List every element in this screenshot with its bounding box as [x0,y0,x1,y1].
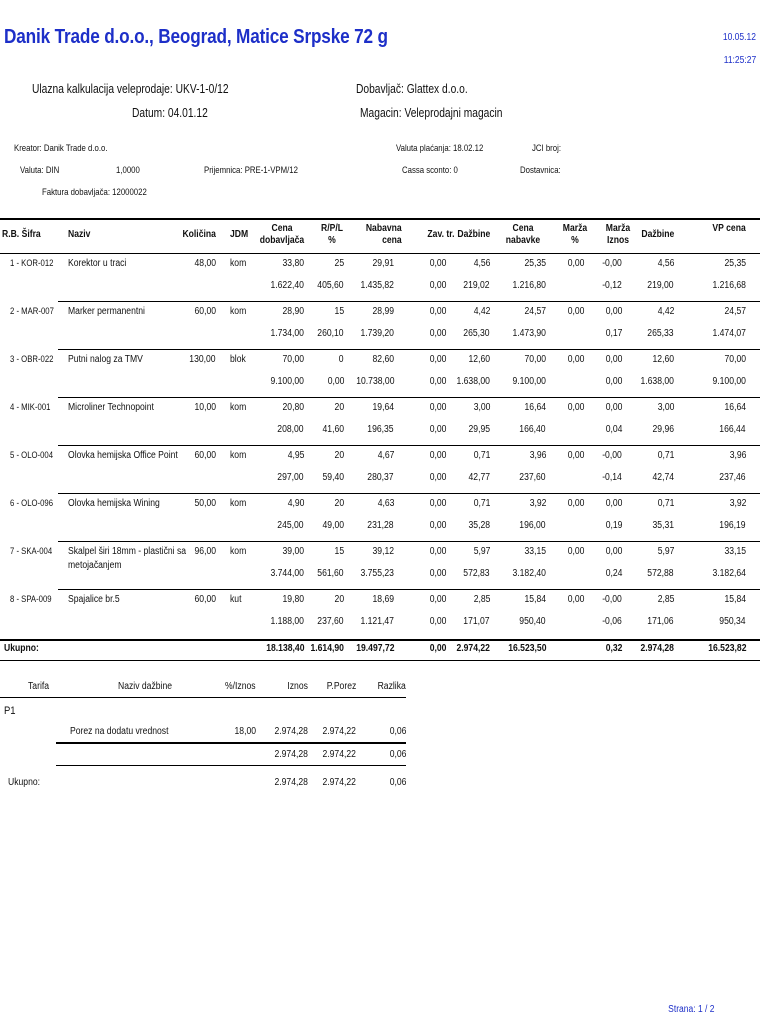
row-unit-value: 16,64 [524,402,546,413]
table-top-rule [0,218,760,220]
row-unit-value: 0,00 [605,498,622,509]
row-unit-value: 3,96 [529,450,546,461]
col-marza-iznos: Marža Iznos [605,223,631,246]
row-unit-value: 0,00 [429,546,446,557]
row-unit-value: 25,35 [724,258,746,269]
row-unit-value: 5,97 [473,546,490,557]
row-unit-value: 15,84 [524,594,546,605]
row-total-value: 0,04 [605,424,622,435]
row-total-value: 29,95 [468,424,490,435]
tax-group: P1 [4,705,16,717]
row-unit-value: 0,00 [429,402,446,413]
row-total-value: 950,34 [719,616,746,627]
row-unit-value: 25,35 [524,258,546,269]
row-unit-value: 4,42 [473,306,490,317]
tax-subtotal-bottom-rule [56,765,406,766]
row-unit-value: 24,57 [524,306,546,317]
row-total-value: 0,00 [429,280,446,291]
page-number: Strana: 1 / 2 [667,1004,714,1015]
row-total-value: 196,19 [719,520,746,531]
col-vp-cena: VP cena [712,223,746,234]
tax-row-razlika: 0,06 [389,726,406,737]
row-unit-value: 2,85 [473,594,490,605]
row-divider [58,301,760,302]
row-unit-value: 0,00 [605,402,622,413]
tax-subtotal-iznos: 2.974,28 [274,749,308,760]
row-name: Microliner Technopoint [68,402,154,413]
row-total-value: 280,37 [367,472,394,483]
row-unit-value: 4,56 [657,258,674,269]
row-total-value: 231,28 [367,520,394,531]
row-total-value: 1.435,82 [360,280,394,291]
row-unit-value: 0,00 [567,354,584,365]
row-total-value: 42,74 [652,472,674,483]
row-total-value: 0,19 [605,520,622,531]
row-unit-value: 0,71 [473,450,490,461]
tax-row-porez: 2.974,22 [322,726,356,737]
row-divider [58,493,760,494]
row-total-value: -0,14 [602,472,622,483]
row-name: Olovka hemijska Wining [68,498,160,509]
row-unit-value: 12,60 [652,354,674,365]
row-unit-value: 0,00 [567,594,584,605]
row-unit-value: 20,80 [282,402,304,413]
row-total-value: 245,00 [277,520,304,531]
row-unit-value: 4,95 [287,450,304,461]
print-time: 11:25:27 [723,55,756,66]
tax-subtotal-porez: 2.974,22 [322,749,356,760]
row-total-value: 1.474,07 [712,328,746,339]
row-total-value: 237,46 [719,472,746,483]
tax-col-razlika: Razlika [377,681,406,692]
row-unit-value: 5,97 [657,546,674,557]
row-total-value: 3.182,64 [712,568,746,579]
row-total-value: 1.739,20 [360,328,394,339]
row-unit-value: 0,00 [567,258,584,269]
row-unit: kom [230,306,247,317]
col-nabavna: Nabavna cena [366,223,402,246]
row-unit: kom [230,546,247,557]
row-total-value: 0,00 [429,376,446,387]
company-title: Danik Trade d.o.o., Beograd, Matice Srpske 72 g [4,26,388,48]
row-unit-value: 0,00 [429,354,446,365]
row-name: Skalpel širi 18mm - plastični sa [68,546,187,557]
row-name: Korektor u traci [68,258,127,269]
row-unit-value: 70,00 [724,354,746,365]
totals-label: Ukupno: [4,643,39,654]
tax-total-porez: 2.974,22 [322,777,356,788]
row-code: 6 - OLO-096 [10,498,54,508]
tax-col-pct: %/Iznos [225,681,256,692]
supplier: Dobavljač: Glattex d.o.o. [356,82,468,96]
row-unit-value: 70,00 [282,354,304,365]
total-value: 19.497,72 [355,643,394,654]
col-kolicina: Količina [182,229,216,240]
row-total-value: 237,60 [317,616,344,627]
row-unit-value: 0,00 [605,306,622,317]
row-total-value: 1.473,90 [512,328,546,339]
row-quantity: 130,00 [189,354,216,365]
row-total-value: 561,60 [317,568,344,579]
row-total-value: 260,10 [317,328,344,339]
row-unit-value: 0,00 [567,498,584,509]
row-unit-value: 12,60 [468,354,490,365]
payment-currency: Valuta plaćanja: 18.02.12 [396,143,484,154]
row-total-value: 0,00 [327,376,344,387]
tax-row-iznos: 2.974,28 [274,726,308,737]
row-total-value: 1.216,80 [512,280,546,291]
row-unit-value: 28,90 [282,306,304,317]
row-unit-value: 0,00 [567,450,584,461]
creator: Kreator: Danik Trade d.o.o. [14,143,108,154]
tax-row-pct: 18,00 [234,726,256,737]
row-unit-value: 4,63 [377,498,394,509]
row-total-value: 166,44 [719,424,746,435]
row-quantity: 60,00 [194,594,216,605]
currency: Valuta: DIN [20,165,60,176]
row-quantity: 60,00 [194,306,216,317]
row-unit: kut [230,594,242,605]
row-name-cont: metojačanjem [68,560,122,571]
row-code: 4 - MIK-001 [10,402,51,412]
row-divider [58,445,760,446]
row-total-value: 0,00 [429,424,446,435]
total-value: 18.138,40 [265,643,304,654]
row-unit-value: 0 [339,354,344,365]
exchange-rate: 1,0000 [116,165,140,176]
total-value: 16.523,50 [507,643,546,654]
row-total-value: 219,00 [647,280,674,291]
col-cena-nab: Cena nabavke [505,223,541,246]
row-total-value: 0,00 [429,568,446,579]
row-total-value: 49,00 [322,520,344,531]
row-total-value: 1.638,00 [456,376,490,387]
row-unit-value: 0,71 [473,498,490,509]
tax-total-label: Ukupno: [8,777,41,788]
col-cena-dob: Cena dobavljača [259,223,305,246]
row-total-value: 9.100,00 [512,376,546,387]
row-total-value: 3.744,00 [270,568,304,579]
col-naziv: Naziv [68,229,91,240]
total-value: 2.974,28 [640,643,674,654]
row-unit: blok [230,354,246,365]
row-total-value: 196,35 [367,424,394,435]
row-quantity: 10,00 [194,402,216,413]
totals-rule [0,639,760,641]
tax-subtotal-razlika: 0,06 [389,749,406,760]
row-total-value: 1.734,00 [270,328,304,339]
row-unit-value: -0,00 [602,258,622,269]
tax-col-tarifa: Tarifa [28,681,50,692]
row-quantity: 96,00 [194,546,216,557]
tax-subtotal-rule [56,742,406,744]
row-total-value: 219,02 [463,280,490,291]
print-date: 10.05.12 [722,32,756,43]
row-unit-value: 20 [334,498,344,509]
row-total-value: 0,00 [429,472,446,483]
row-unit-value: 20 [334,402,344,413]
row-total-value: 572,88 [647,568,674,579]
row-total-value: 171,07 [463,616,490,627]
row-total-value: 3.182,40 [512,568,546,579]
row-name: Olovka hemijska Office Point [68,450,178,461]
row-unit-value: 82,60 [372,354,394,365]
delivery-note: Dostavnica: [520,165,561,176]
row-unit: kom [230,450,247,461]
col-rb-sifra: R.B. Šifra [2,229,41,240]
jci-number: JCI broj: [532,143,562,154]
tax-total-razlika: 0,06 [389,777,406,788]
row-unit-value: 19,80 [282,594,304,605]
row-unit-value: 18,69 [372,594,394,605]
row-unit-value: 25 [334,258,344,269]
row-unit-value: 29,91 [372,258,394,269]
row-unit-value: 3,92 [729,498,746,509]
row-unit-value: 0,00 [429,258,446,269]
row-code: 7 - SKA-004 [10,546,53,556]
tax-row-naziv: Porez na dodatu vrednost [70,726,169,737]
row-total-value: 0,00 [429,520,446,531]
row-unit: kom [230,258,247,269]
row-quantity: 50,00 [194,498,216,509]
row-total-value: 171,06 [647,616,674,627]
row-total-value: 297,00 [277,472,304,483]
row-total-value: 0,00 [429,616,446,627]
row-unit-value: 0,00 [605,546,622,557]
row-total-value: 1.216,68 [712,280,746,291]
row-total-value: 0,00 [429,328,446,339]
row-total-value: 35,28 [468,520,490,531]
row-total-value: 59,40 [322,472,344,483]
row-total-value: 41,60 [322,424,344,435]
col-rpl: R/P/L % [321,223,343,246]
row-total-value: 3.755,23 [360,568,394,579]
col-jdm: JDM [230,229,249,240]
row-unit-value: 0,00 [429,306,446,317]
row-unit-value: 19,64 [372,402,394,413]
tax-col-porez: P.Porez [326,681,356,692]
row-unit-value: 0,00 [567,402,584,413]
row-unit-value: 70,00 [524,354,546,365]
tax-col-naziv: Naziv dažbine [118,681,173,692]
row-unit-value: 0,00 [605,354,622,365]
row-code: 3 - OBR-022 [10,354,54,364]
row-total-value: 950,40 [519,616,546,627]
row-unit-value: 39,12 [372,546,394,557]
document-title: Ulazna kalkulacija veleprodaje: UKV-1-0/12 [32,82,229,96]
header-bottom-rule [0,253,760,254]
row-unit-value: 33,15 [524,546,546,557]
total-value: 2.974,22 [456,643,490,654]
col-dazbine2: Dažbine [641,229,674,240]
tax-header-rule [0,697,406,698]
row-unit: kom [230,402,247,413]
row-code: 1 - KOR-012 [10,258,54,268]
row-unit-value: 24,57 [724,306,746,317]
row-unit: kom [230,498,247,509]
row-quantity: 48,00 [194,258,216,269]
row-unit-value: 4,67 [377,450,394,461]
tax-col-iznos: Iznos [287,681,308,692]
row-total-value: -0,12 [602,280,622,291]
col-dazbine: Dažbine [457,229,490,240]
row-unit-value: 3,00 [657,402,674,413]
row-total-value: 10.738,00 [355,376,394,387]
row-unit-value: 16,64 [724,402,746,413]
row-total-value: 1.121,47 [360,616,394,627]
row-unit-value: 0,00 [429,594,446,605]
row-code: 2 - MAR-007 [10,306,54,316]
row-unit-value: 3,00 [473,402,490,413]
row-unit-value: 3,92 [529,498,546,509]
row-total-value: 0,17 [605,328,622,339]
col-zav-tr: Zav. tr. [426,229,454,240]
row-total-value: 572,83 [463,568,490,579]
row-total-value: 166,40 [519,424,546,435]
row-unit-value: 2,85 [657,594,674,605]
total-value: 0,00 [429,643,446,654]
row-total-value: 208,00 [277,424,304,435]
receipt-number: Prijemnica: PRE-1-VPM/12 [204,165,298,176]
row-unit-value: 15,84 [724,594,746,605]
row-unit-value: 15 [334,306,344,317]
row-unit-value: -0,00 [602,594,622,605]
row-total-value: 196,00 [519,520,546,531]
row-total-value: 0,00 [605,376,622,387]
row-code: 8 - SPA-009 [10,594,52,604]
row-unit-value: 4,90 [287,498,304,509]
total-value: 1.614,90 [310,643,344,654]
row-unit-value: 0,00 [567,306,584,317]
tax-total-iznos: 2.974,28 [274,777,308,788]
row-unit-value: 3,96 [729,450,746,461]
row-total-value: 265,33 [647,328,674,339]
row-unit-value: 0,00 [429,450,446,461]
row-total-value: 29,96 [652,424,674,435]
row-unit-value: 33,80 [282,258,304,269]
row-unit-value: 0,71 [657,498,674,509]
row-total-value: 237,60 [519,472,546,483]
row-unit-value: 39,00 [282,546,304,557]
supplier-invoice: Faktura dobavljača: 12000022 [42,187,147,198]
col-marza-pct: Marža % [562,223,588,246]
row-total-value: 0,24 [605,568,622,579]
document-date: Datum: 04.01.12 [132,106,208,120]
total-value: 16.523,82 [707,643,746,654]
row-name: Putni nalog za TMV [68,354,143,365]
row-total-value: 35,31 [652,520,674,531]
row-divider [58,541,760,542]
row-total-value: 1.188,00 [270,616,304,627]
row-unit-value: 15 [334,546,344,557]
row-unit-value: 4,56 [473,258,490,269]
cassa-sconto: Cassa sconto: 0 [402,165,458,176]
row-code: 5 - OLO-004 [10,450,54,460]
row-divider [58,397,760,398]
totals-bottom-rule [0,660,760,661]
row-total-value: 265,30 [463,328,490,339]
row-unit-value: 20 [334,450,344,461]
row-divider [58,589,760,590]
row-name: Spajalice br.5 [68,594,120,605]
row-unit-value: 33,15 [724,546,746,557]
row-quantity: 60,00 [194,450,216,461]
row-unit-value: 0,71 [657,450,674,461]
row-total-value: 42,77 [468,472,490,483]
row-unit-value: 0,00 [429,498,446,509]
total-value: 0,32 [605,643,622,654]
warehouse: Magacin: Veleprodajni magacin [360,106,503,120]
row-divider [58,349,760,350]
row-unit-value: 20 [334,594,344,605]
row-unit-value: 4,42 [657,306,674,317]
row-total-value: 9.100,00 [270,376,304,387]
row-total-value: 1.622,40 [270,280,304,291]
row-name: Marker permanentni [68,306,145,317]
row-unit-value: 0,00 [567,546,584,557]
row-total-value: 1.638,00 [640,376,674,387]
row-unit-value: 28,99 [372,306,394,317]
row-total-value: 405,60 [317,280,344,291]
row-total-value: 9.100,00 [712,376,746,387]
row-total-value: -0,06 [602,616,622,627]
row-unit-value: -0,00 [602,450,622,461]
